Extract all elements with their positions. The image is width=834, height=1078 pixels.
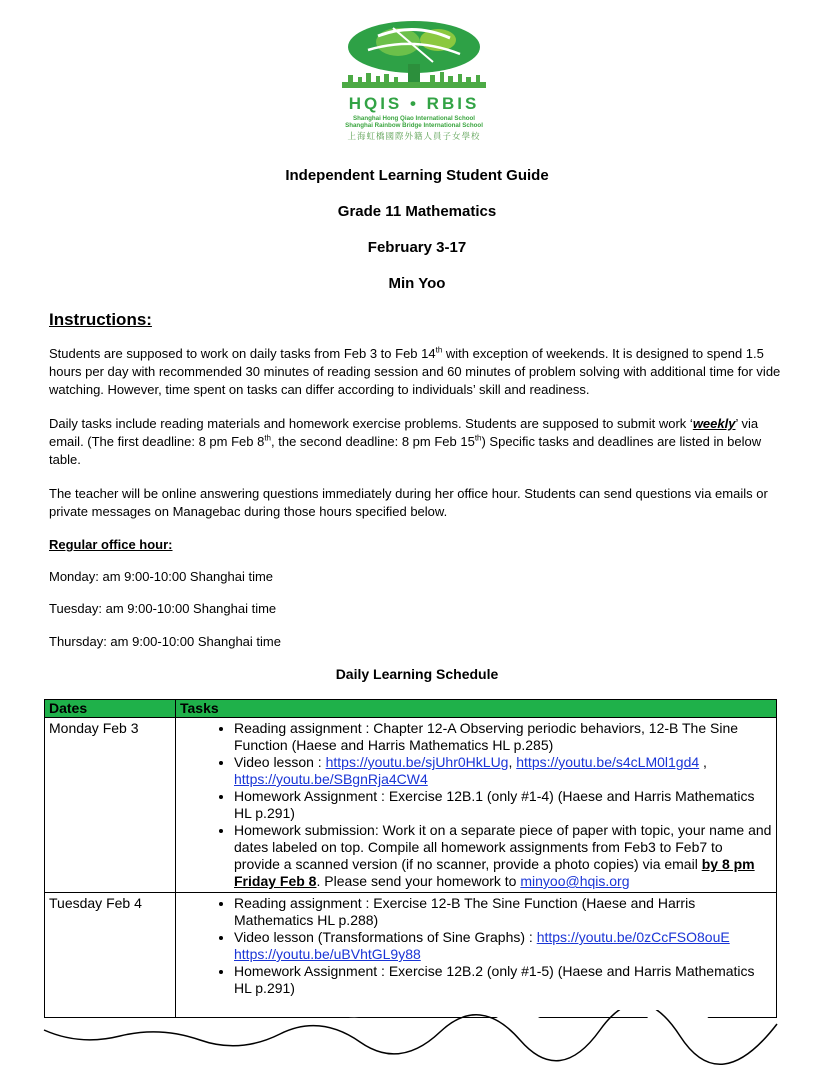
list-item: • Video lesson : https://youtu.be/sjUhr0HkLUg, https://youtu.be/s4cLM0l1gd4 , https://youtu.be/SBgnRja4CW4 bbox=[234, 754, 772, 788]
list-item: • Homework submission: Work it on a separate piece of paper with topic, your name and dates labeled on top. Compile all homework assignments from Feb3 to Feb7 to provide a scanned version (if no scanner, provide a photo copies) via email by 8 pm Friday Feb 8. Please send your homework to minyoo@hqis.org bbox=[234, 822, 772, 890]
video-link[interactable]: https://youtu.be/sjUhr0HkLUg bbox=[325, 754, 509, 770]
row-tasks bbox=[176, 718, 777, 893]
instructions-paragraph-2: Daily tasks include reading materials and homework exercise problems. Students are supposed to submit work ‘weekly’ via email. (The first deadline: 8 pm Feb 8th, the second deadline: 8 pm Feb 15th) Specific tasks and deadlines are listed in below table. bbox=[49, 416, 762, 467]
video-link[interactable]: https://youtu.be/uBVhtGL9y88 bbox=[234, 946, 421, 962]
tree-logo-icon bbox=[338, 20, 490, 92]
logo-title: HQIS • RBIS bbox=[348, 94, 480, 113]
col-tasks-header: Tasks bbox=[176, 700, 777, 718]
email-link[interactable]: minyoo@hqis.org bbox=[520, 873, 630, 889]
table-header-row bbox=[45, 700, 777, 718]
list-item: • Video lesson (Transformations of Sine Graphs) : https://youtu.be/0zCcFSO8ouE https://youtu.be/uBVhtGL9y88 bbox=[234, 929, 772, 963]
video-link[interactable]: https://youtu.be/SBgnRja4CW4 bbox=[234, 771, 428, 787]
list-item: • Homework Assignment : Exercise 12B.1 (only #1-4) (Haese and Harris Mathematics HL p.291) bbox=[234, 788, 772, 822]
office-hour-heading: Regular office hour: bbox=[49, 537, 173, 552]
instructions-paragraph-3: The teacher will be online answering questions immediately during her office hour. Students can send questions via emails or private messages on Managebac during those hours specified below. bbox=[49, 486, 768, 519]
row-date: Monday Feb 3 bbox=[45, 718, 176, 893]
date-range: February 3-17 bbox=[367, 239, 467, 256]
instructions-paragraph-1: Students are supposed to work on daily tasks from Feb 3 to Feb 14th with exception of weekends. It is designed to spend 1.5 hours per day with recommended 30 minutes of reading session and 60 minutes of problem solving with additional time for vide watching. However, time spent on tasks can differ according to individuals’ skill and readiness. bbox=[49, 345, 781, 397]
list-item: • Homework Assignment : Exercise 12B.2 (only #1-5) (Haese and Harris Mathematics HL p.291) bbox=[234, 963, 772, 997]
row-tasks bbox=[176, 893, 777, 1018]
guide-title: Independent Learning Student Guide bbox=[285, 167, 549, 184]
schedule-table bbox=[44, 699, 777, 1018]
schedule-title: Daily Learning Schedule bbox=[335, 666, 499, 682]
logo-subtitle-1: Shanghai Hong Qiao International School bbox=[352, 115, 476, 122]
row-date: Tuesday Feb 4 bbox=[45, 893, 176, 1018]
school-logo bbox=[338, 20, 490, 142]
logo-subtitle-2: Shanghai Rainbow Bridge International School bbox=[345, 122, 483, 129]
table-row bbox=[45, 718, 777, 893]
instructions-heading: Instructions: bbox=[49, 310, 152, 329]
torn-edge-divider bbox=[0, 1010, 834, 1078]
video-link[interactable]: https://youtu.be/0zCcFSO8ouE bbox=[536, 929, 730, 945]
logo-chinese-name: 上海虹橋國際外籍人員子女學校 bbox=[347, 131, 481, 141]
office-hour-monday: Monday: am 9:00-10:00 Shanghai time bbox=[49, 569, 274, 584]
office-hour-thursday: Thursday: am 9:00-10:00 Shanghai time bbox=[49, 634, 281, 649]
teacher-name: Min Yoo bbox=[388, 275, 446, 292]
video-link[interactable]: https://youtu.be/s4cLM0l1gd4 bbox=[516, 754, 700, 770]
list-item: • Reading assignment : Exercise 12-B The Sine Function (Haese and Harris Mathematics HL p.288) bbox=[234, 895, 772, 929]
table-row bbox=[45, 893, 777, 1018]
col-dates-header: Dates bbox=[45, 700, 176, 718]
office-hour-tuesday: Tuesday: am 9:00-10:00 Shanghai time bbox=[49, 601, 277, 616]
subject-title: Grade 11 Mathematics bbox=[337, 203, 497, 220]
list-item: • Reading assignment : Chapter 12-A Observing periodic behaviors, 12-B The Sine Function (Haese and Harris Mathematics HL p.285) bbox=[234, 720, 772, 754]
